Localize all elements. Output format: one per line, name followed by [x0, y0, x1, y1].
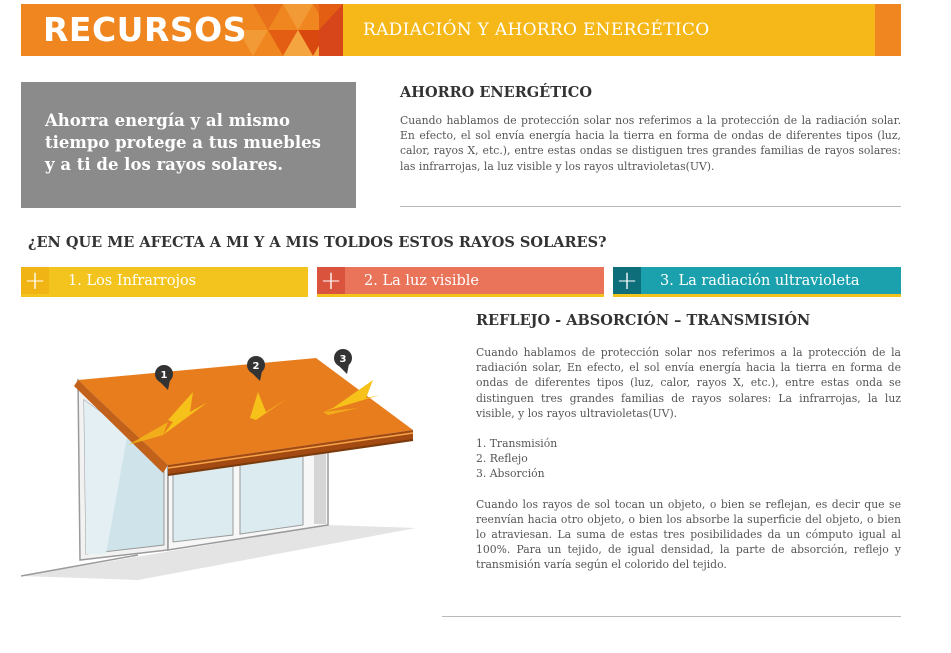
- intro-section: [400, 82, 901, 174]
- tab-label: 3. La radiación ultravioleta: [660, 272, 860, 289]
- header-logo-block: [21, 4, 343, 56]
- content-section: [476, 312, 901, 573]
- list-item: 2. Reflejo: [476, 452, 528, 466]
- svg-text:3: 3: [339, 354, 347, 365]
- tab-ultravioleta[interactable]: [613, 267, 901, 297]
- plus-icon: +: [21, 267, 49, 294]
- list-item: 1. Transmisión: [476, 437, 558, 451]
- content-paragraph-1: Cuando hablamos de protección solar nos referimos a la protección de la radiación solar, En efecto, el sol envía energía hacia la tierra en forma de ondas de diferentes tipos (luz, calor, rayos X, etc.), entre estas onda se distinguen tres grandes familias de rayos solares: La infrarrojas, la luz visible, y los rayos ultravioletas(UV).: [476, 346, 901, 420]
- tab-infrarrojos[interactable]: [21, 267, 308, 297]
- intro-title: AHORRO ENERGÉTICO: [400, 84, 592, 101]
- header-accent: [875, 4, 901, 56]
- tab-label: 2. La luz visible: [364, 272, 479, 289]
- page-header: [21, 4, 901, 56]
- content-divider: [442, 616, 901, 617]
- plus-icon: +: [613, 267, 641, 294]
- marker-3-icon: [334, 349, 352, 374]
- intro-divider: [400, 206, 901, 207]
- tab-luz-visible[interactable]: [317, 267, 604, 297]
- quote-text: Ahorra energía y al mismo tiempo protege a tus muebles y a ti de los rayos solares.: [45, 111, 321, 174]
- section-question: ¿EN QUE ME AFECTA A MI Y A MIS TOLDOS ESTOS RAYOS SOLARES?: [28, 234, 607, 251]
- content-list: [476, 436, 901, 482]
- list-item: 3. Absorción: [476, 467, 545, 481]
- svg-text:1: 1: [160, 370, 168, 381]
- content-paragraph-2: Cuando los rayos de sol tocan un objeto, o bien se reflejan, es decir que se reenvían hacia otro objeto, o bien los absorbe la superficie del objeto, o bien lo atraviesan. La suma de estas tres posibilidades da un cómputo igual al 100%. Para un tejido, de igual densidad, la parte de absorción, reflejo y transmisión varía según el colorido del tejido.: [476, 497, 901, 572]
- header-logo: RECURSOS: [43, 10, 247, 49]
- svg-text:2: 2: [252, 361, 260, 372]
- radiation-tabs: [21, 267, 901, 297]
- quote-box: [21, 82, 356, 208]
- content-title: REFLEJO - ABSORCIÓN – TRANSMISIÓN: [476, 312, 811, 329]
- plus-icon: +: [317, 267, 345, 294]
- header-title-bar: [343, 4, 875, 56]
- header-subtitle: RADIACIÓN Y AHORRO ENERGÉTICO: [363, 20, 710, 40]
- awning-illustration: [18, 340, 418, 580]
- tab-label: 1. Los Infrarrojos: [68, 272, 197, 289]
- intro-text: Cuando hablamos de protección solar nos referimos a la protección de la radiación solar. En efecto, el sol envía energía hacia la tierra en forma de ondas de diferentes tipos (luz, calor, rayos X, etc.), entre estas ondas se distiguen tres grandes familias de rayos solares: las infrarrojas, la luz visible y los rayos ultravioletas(UV).: [400, 114, 901, 173]
